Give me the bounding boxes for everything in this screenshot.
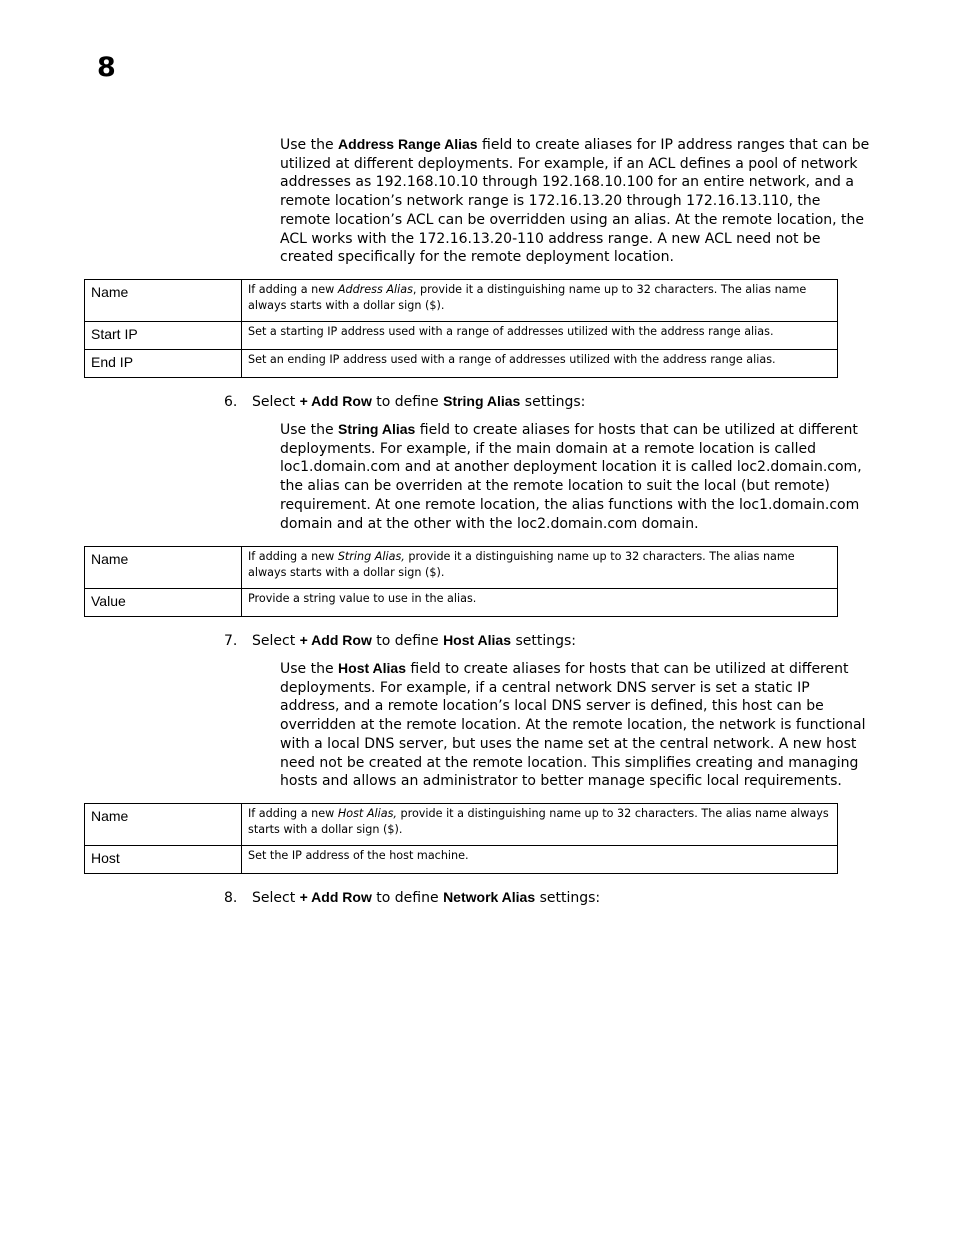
add-row-button[interactable]: + Add Row <box>299 393 372 409</box>
table-row <box>85 589 838 617</box>
host-alias-intro: Use the Host Alias field to create aliases for hosts that can be utilized at different deployments. For example, if a central network DNS server is set a static IP address, and a remote location’s local DNS server is defined, this host can be overridden at the remote location. At the remote location, the network is functional with a local DNS server, but uses the name set at the central network. A new host need not be created at the remote location. This simplifies creating and managing hosts and allows an administrator to better manage specific local requirements. <box>280 660 866 790</box>
add-row-button[interactable]: + Add Row <box>299 632 372 648</box>
param-name: Name <box>85 547 242 589</box>
param-name: Value <box>85 589 242 617</box>
param-name: Host <box>85 846 242 874</box>
chapter-number: 8 <box>97 52 116 83</box>
param-description: If adding a new String Alias, provide it a distinguishing name up to 32 characters. The alias name always starts with a dollar sign ($). <box>242 547 838 589</box>
add-row-button[interactable]: + Add Row <box>299 889 372 905</box>
param-name: Name <box>85 280 242 322</box>
table-row <box>85 846 838 874</box>
intro-text: Use the <box>280 137 339 153</box>
param-description: Set an ending IP address used with a range of addresses utilized with the address range alias. <box>242 350 838 378</box>
string-alias-table <box>84 546 838 617</box>
param-name: End IP <box>85 350 242 378</box>
param-description: Set a starting IP address used with a range of addresses utilized with the address range alias. <box>242 322 838 350</box>
param-name: Name <box>85 804 242 846</box>
field-name: String Alias <box>338 421 416 437</box>
string-alias-intro: Use the String Alias field to create aliases for hosts that can be utilized at different deployments. For example, if the main domain at a remote location is called loc1.domain.com and at another deployment location it is called loc2.domain.com, the alias can be overriden at the remote location to suit the local (but remote) requirement. At one remote location, the alias functions with the loc1.domain.com domain and at the other with the loc2.domain.com domain. <box>280 421 862 532</box>
address-range-table <box>84 279 838 378</box>
param-description: Provide a string value to use in the alias. <box>242 589 838 617</box>
field-name: Address Range Alias <box>338 136 478 152</box>
table-row <box>85 350 838 378</box>
param-description: If adding a new Host Alias, provide it a distinguishing name up to 32 characters. The alias name always starts with a dollar sign ($). <box>242 804 838 846</box>
param-description: Set the IP address of the host machine. <box>242 846 838 874</box>
table-row <box>85 547 838 589</box>
field-name: Host Alias <box>338 660 406 676</box>
param-description: If adding a new Address Alias, provide it a distinguishing name up to 32 characters. The alias name always starts with a dollar sign ($). <box>242 280 838 322</box>
table-row <box>85 322 838 350</box>
host-alias-table <box>84 803 838 874</box>
address-range-intro <box>280 135 870 267</box>
step-7: 7. Select + Add Row to define Host Alias settings: <box>224 632 577 649</box>
step-8: 8. Select + Add Row to define Network Alias settings: <box>224 889 601 906</box>
table-row <box>85 804 838 846</box>
param-name: Start IP <box>85 322 242 350</box>
step-6: 6. Select + Add Row to define String Alias settings: <box>224 393 586 410</box>
table-row <box>85 280 838 322</box>
intro-text: field to create aliases for IP address ranges that can be utilized at different deployments. For example, if an ACL defines a pool of network addresses as 192.168.10.10 through 192.168.10.100 for an entire network, and a remote location’s network range is 172.16.13.20 through 172.16.13.110, the remote location’s ACL can be overridden using an alias. At the remote location, the ACL works with the 172.16.13.20-110 address range. A new ACL need not be created specifically for the remote deployment location. <box>280 137 870 266</box>
